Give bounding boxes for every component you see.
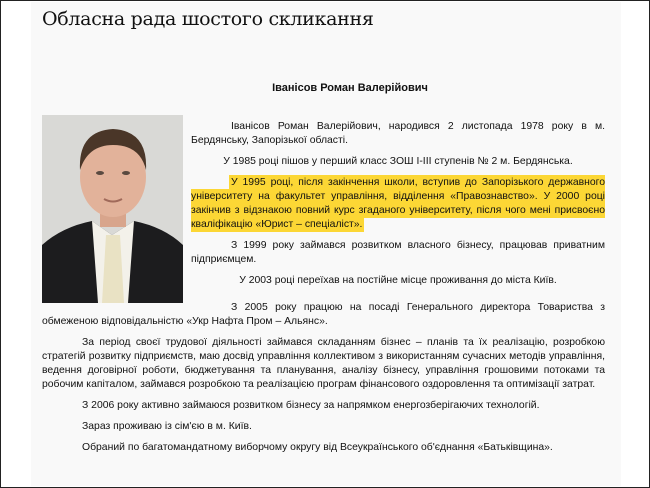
bio-paragraph: У 1985 році пішов у перший класс ЗОШ І-ІІІ ступенів № 2 м. Бердянська. (223, 156, 573, 167)
portrait-photo (42, 115, 183, 303)
bio-paragraph: Зараз проживаю із сім'єю в м. Київ. (82, 421, 252, 432)
biography (42, 120, 605, 462)
bio-paragraph: Обраний по багатомандатному виборчому округу від Всеукраїнського об'єднання «Батьківщина». (82, 442, 553, 453)
bio-paragraph: За період своєї трудової діяльності займався складанням бізнес – планів та їх реалізацію, розробкою стратегій розвитку підприємств, маю досвід управління коллективом з використанням сучасних методів управління, ведення договірної роботи, бюджетування та планування, аналізу бізнесу, управління грошовими потоками та робочим капіталом, займався розробкою та реалізацією програм фінансового оздоровлення та оптимізації затрат. (42, 337, 605, 390)
bio-paragraph: Іванісов Роман Валерійович, народився 2 листопада 1978 року в м. Бердянську, Запорізької області. (191, 121, 605, 146)
highlighted-text: У 1995 році, після закінчення школи, вступив до Запорізького державного університету на факультет управління, відділення «Правознавство». У 2000 році закінчив з відзнакою повний курс згаданого університету, після чого мені присвоєно кваліфікацію «Юрист – спеціаліст». (191, 177, 605, 230)
page-title: Обласна рада шостого скликання (42, 8, 374, 30)
bio-paragraph: З 2006 року активно займаюся розвитком бізнесу за напрямком енергозберігаючих технологій. (82, 400, 540, 411)
bio-paragraph: У 2003 році переїхав на постійне місце проживання до міста Київ. (239, 275, 557, 286)
bio-paragraph: З 2005 року працюю на посаді Генерального директора Товариства з обмеженою відповідальністю «Укр Нафта Пром – Альянс». (42, 302, 605, 327)
bio-paragraph: З 1999 року займався розвитком власного бізнесу, працював приватним підприємцем. (191, 240, 605, 265)
person-name: Іванісов Роман Валерійович (272, 82, 428, 94)
